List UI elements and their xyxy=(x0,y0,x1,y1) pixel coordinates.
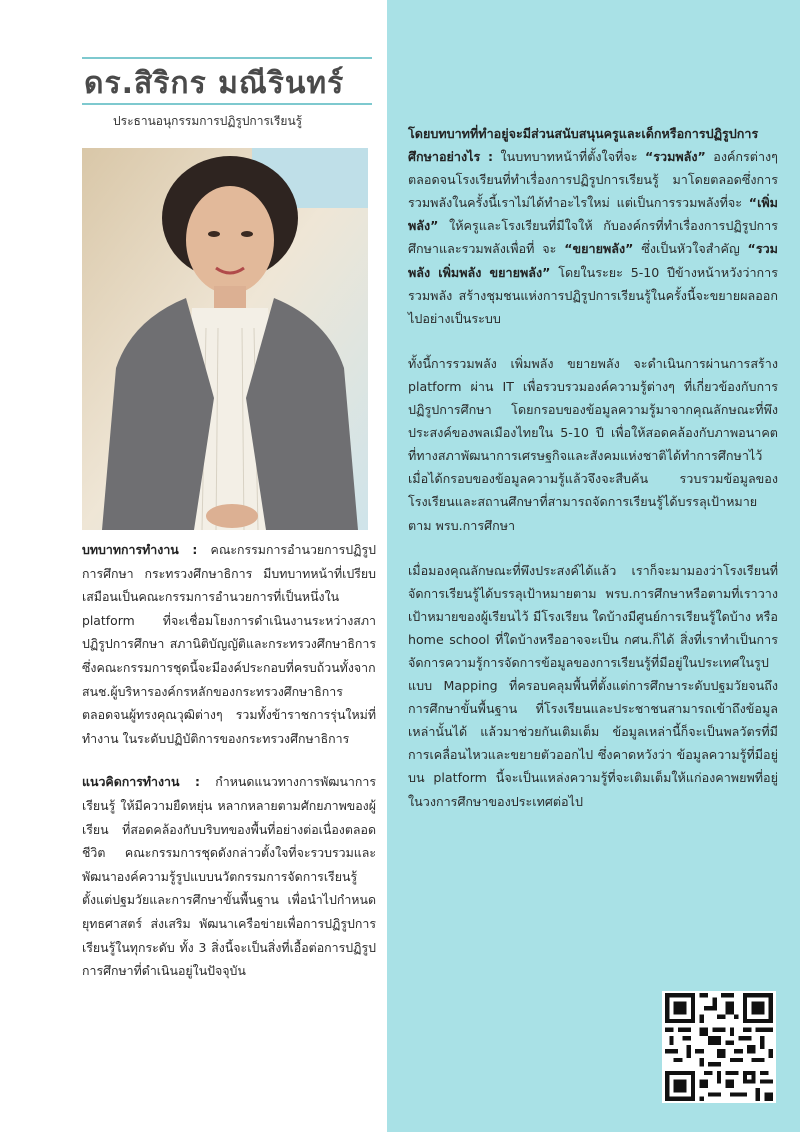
qr-code-graphic xyxy=(664,993,774,1101)
paragraph-1-text-e: โดยในระยะ 5-10 ปีข้างหน้าหวังว่าการรวมพลัง สร้างชุมชนแห่งการปฏิรูปการเรียนรู้ในครั้งนี้จะขยายผลออก ไปอย่างเป็นระบบ xyxy=(408,264,778,326)
name-underline xyxy=(82,103,372,105)
role-heading: บทบาทการทำงาน : xyxy=(82,542,198,557)
quote-slogan: “รวมพลัง เพิ่มพลัง ขยายพลัง” xyxy=(408,241,778,280)
role-text: คณะกรรมการอำนวยการปฏิรูปการศึกษา กระทรวงศึกษาธิการ มีบทบาทหน้าที่เปรียบเสมือนเป็นคณะกรรมการอำนวยการที่เป็นหนึ่งใน platform ที่จะเชื่อมโยงการดำเนินงานระหว่างสภาปฏิรูปการศึกษา สภานิติบัญญัติและกระทรวงศึกษาธิการ ซึ่งคณะกรรมการชุดนี้จะมีองค์ประกอบที่ครบถ้วนทั้งจาก สนช.ผู้บริหารองค์กรหลักของกระทรวงศึกษาธิการ ตลอดจนผู้ทรงคุณวุฒิต่างๆ รวมทั้งข้าราชการรุ่นใหม่ที่ทำงาน ในระดับปฏิบัติการของกระทรวงศึกษาธิการ xyxy=(82,542,376,746)
right-column xyxy=(408,122,778,835)
quote-kayai-palang: “ขยายพลัง” xyxy=(564,241,634,257)
quote-perm-palang: “เพิ่มพลัง” xyxy=(408,195,778,234)
idea-text: กำหนดแนวทางการพัฒนาการเรียนรู้ ให้มีความยืดหยุ่น หลากหลายตามศักยภาพของผู้เรียน ที่สอดคล้องกับบริบทของพื้นที่อย่างต่อเนื่องตลอดชีวิต คณะกรรมการชุดดังกล่าวตั้งใจที่จะรวบรวมและพัฒนาองค์ความรู้รูปแบบนวัตกรรมการจัดการเรียนรู้ตั้งแต่ปฐมวัยและการศึกษาขั้นพื้นฐาน เพื่อนำไปกำหนดยุทธศาสตร์ ส่งเสริม พัฒนาเครือข่ายเพื่อการปฏิรูปการเรียนรู้ในทุกระดับ ทั้ง 3 สิ่งนี้จะเป็นสิ่งที่เอื้อต่อการปฏิรูปการศึกษาที่ดำเนินอยู่ในปัจจุบัน xyxy=(82,774,376,979)
portrait-illustration xyxy=(82,148,368,530)
person-role: ประธานอนุกรรมการปฏิรูปการเรียนรู้ xyxy=(113,114,303,128)
portrait-photo xyxy=(82,148,368,530)
paragraph-1-heading: โดยบทบาทที่ทำอยู่จะมีส่วนสนับสนุนครูและเด็กหรือการปฏิรูปการศึกษาอย่างไร : xyxy=(408,126,759,165)
paragraph-2: ทั้งนี้การรวมพลัง เพิ่มพลัง ขยายพลัง จะดำเนินการผ่านการสร้าง platform ผ่าน IT เพื่อรวบรวมองค์ความรู้ต่างๆ ที่เกี่ยวข้องกับการปฏิรูปการศึกษา โดยกรอบของข้อมูลความรู้มาจากคุณลักษณะที่พึงประสงค์ของพลเมืองไทยใน 5-10 ปี เพื่อให้สอดคล้องกับภาพอนาคต ที่ทางสภาพัฒนาการเศรษฐกิจและสังคมแห่งชาติได้ทำการศึกษาไว้ เมื่อได้กรอบของข้อมูลความรู้แล้วจึงจะสืบค้น รวบรวมข้อมูลของโรงเรียนและสถานศึกษาที่สามารถจัดการเรียนรู้ได้บรรลุเป้าหมายตาม พรบ.การศึกษา xyxy=(408,355,778,533)
paragraph-1-text-b: องค์กรต่างๆตลอดจนโรงเรียนที่ทำเรื่องการปฏิรูปการเรียนรู้ มาโดยตลอดซึ่งการรวมพลังในครั้งนี้เราไม่ได้ทำอะไรใหม่ แต่เป็นการรวมพลังที่จะ xyxy=(408,149,778,211)
paragraph-1-text-d: ซึ่งเป็นหัวใจสำคัญ xyxy=(641,241,740,257)
paragraph-1 xyxy=(408,122,778,330)
idea-heading: แนวคิดการทำงาน : xyxy=(82,774,201,790)
left-column xyxy=(82,538,376,1003)
person-name: ดร.สิริกร มณีรินทร์ xyxy=(84,66,345,101)
idea-paragraph xyxy=(82,770,376,982)
quote-ruam-palang: “รวมพลัง” xyxy=(644,149,706,165)
paragraph-3: เมื่อมองคุณลักษณะที่พึงประสงค์ได้แล้ว เราก็จะมามองว่าโรงเรียนที่จัดการเรียนรู้ได้บรรลุเป้าหมายตาม พรบ.การศึกษาหรือตามที่เราวางเป้าหมายของผู้เรียนไว้ มีโรงเรียน ใดบ้างมีศูนย์การเรียนรู้ใดบ้าง หรือ home school ที่ใดบ้างหรืออาจจะเป็น กศน.ก็ได้ สิ่งที่เราทำเป็นการจัดการความรู้การจัดการข้อมูลของการเรียนรู้ที่มีอยู่ในประเทศในรูปแบบ Mapping ที่ครอบคลุมพื้นที่ตั้งแต่การศึกษาระดับปฐมวัยจนถึงการศึกษาขั้นพื้นฐาน ที่โรงเรียนและประชาชนสามารถเข้าถึงข้อมูลเหล่านั้นได้ แล้วมาช่วยกันเติมเต็ม ข้อมูลเหล่านี้ก็จะเป็นพลวัตรที่มีการเคลื่อนไหวและขยายตัวออกไป ซึ่งคาดหวังว่า ข้อมูลความรู้ที่มีอยู่บน platform นี้จะเป็นแหล่งความรู้ที่จะเติมเต็มให้แก่องคาพยพที่อยู่ในวงการศึกษาของประเทศต่อไป xyxy=(408,562,778,809)
top-rule xyxy=(82,57,372,59)
qr-code-icon[interactable] xyxy=(662,991,776,1103)
role-paragraph xyxy=(82,538,376,750)
paragraph-1-text-a: ในบทบาทหน้าที่ตั้งใจที่จะ xyxy=(500,149,638,165)
paragraph-1-text-c: ให้ครูและโรงเรียนที่มีใจให้ กับองค์กรที่ทำเรื่องการปฏิรูปการศึกษาและรวมพลังเพื่อที่ จะ xyxy=(408,218,778,257)
